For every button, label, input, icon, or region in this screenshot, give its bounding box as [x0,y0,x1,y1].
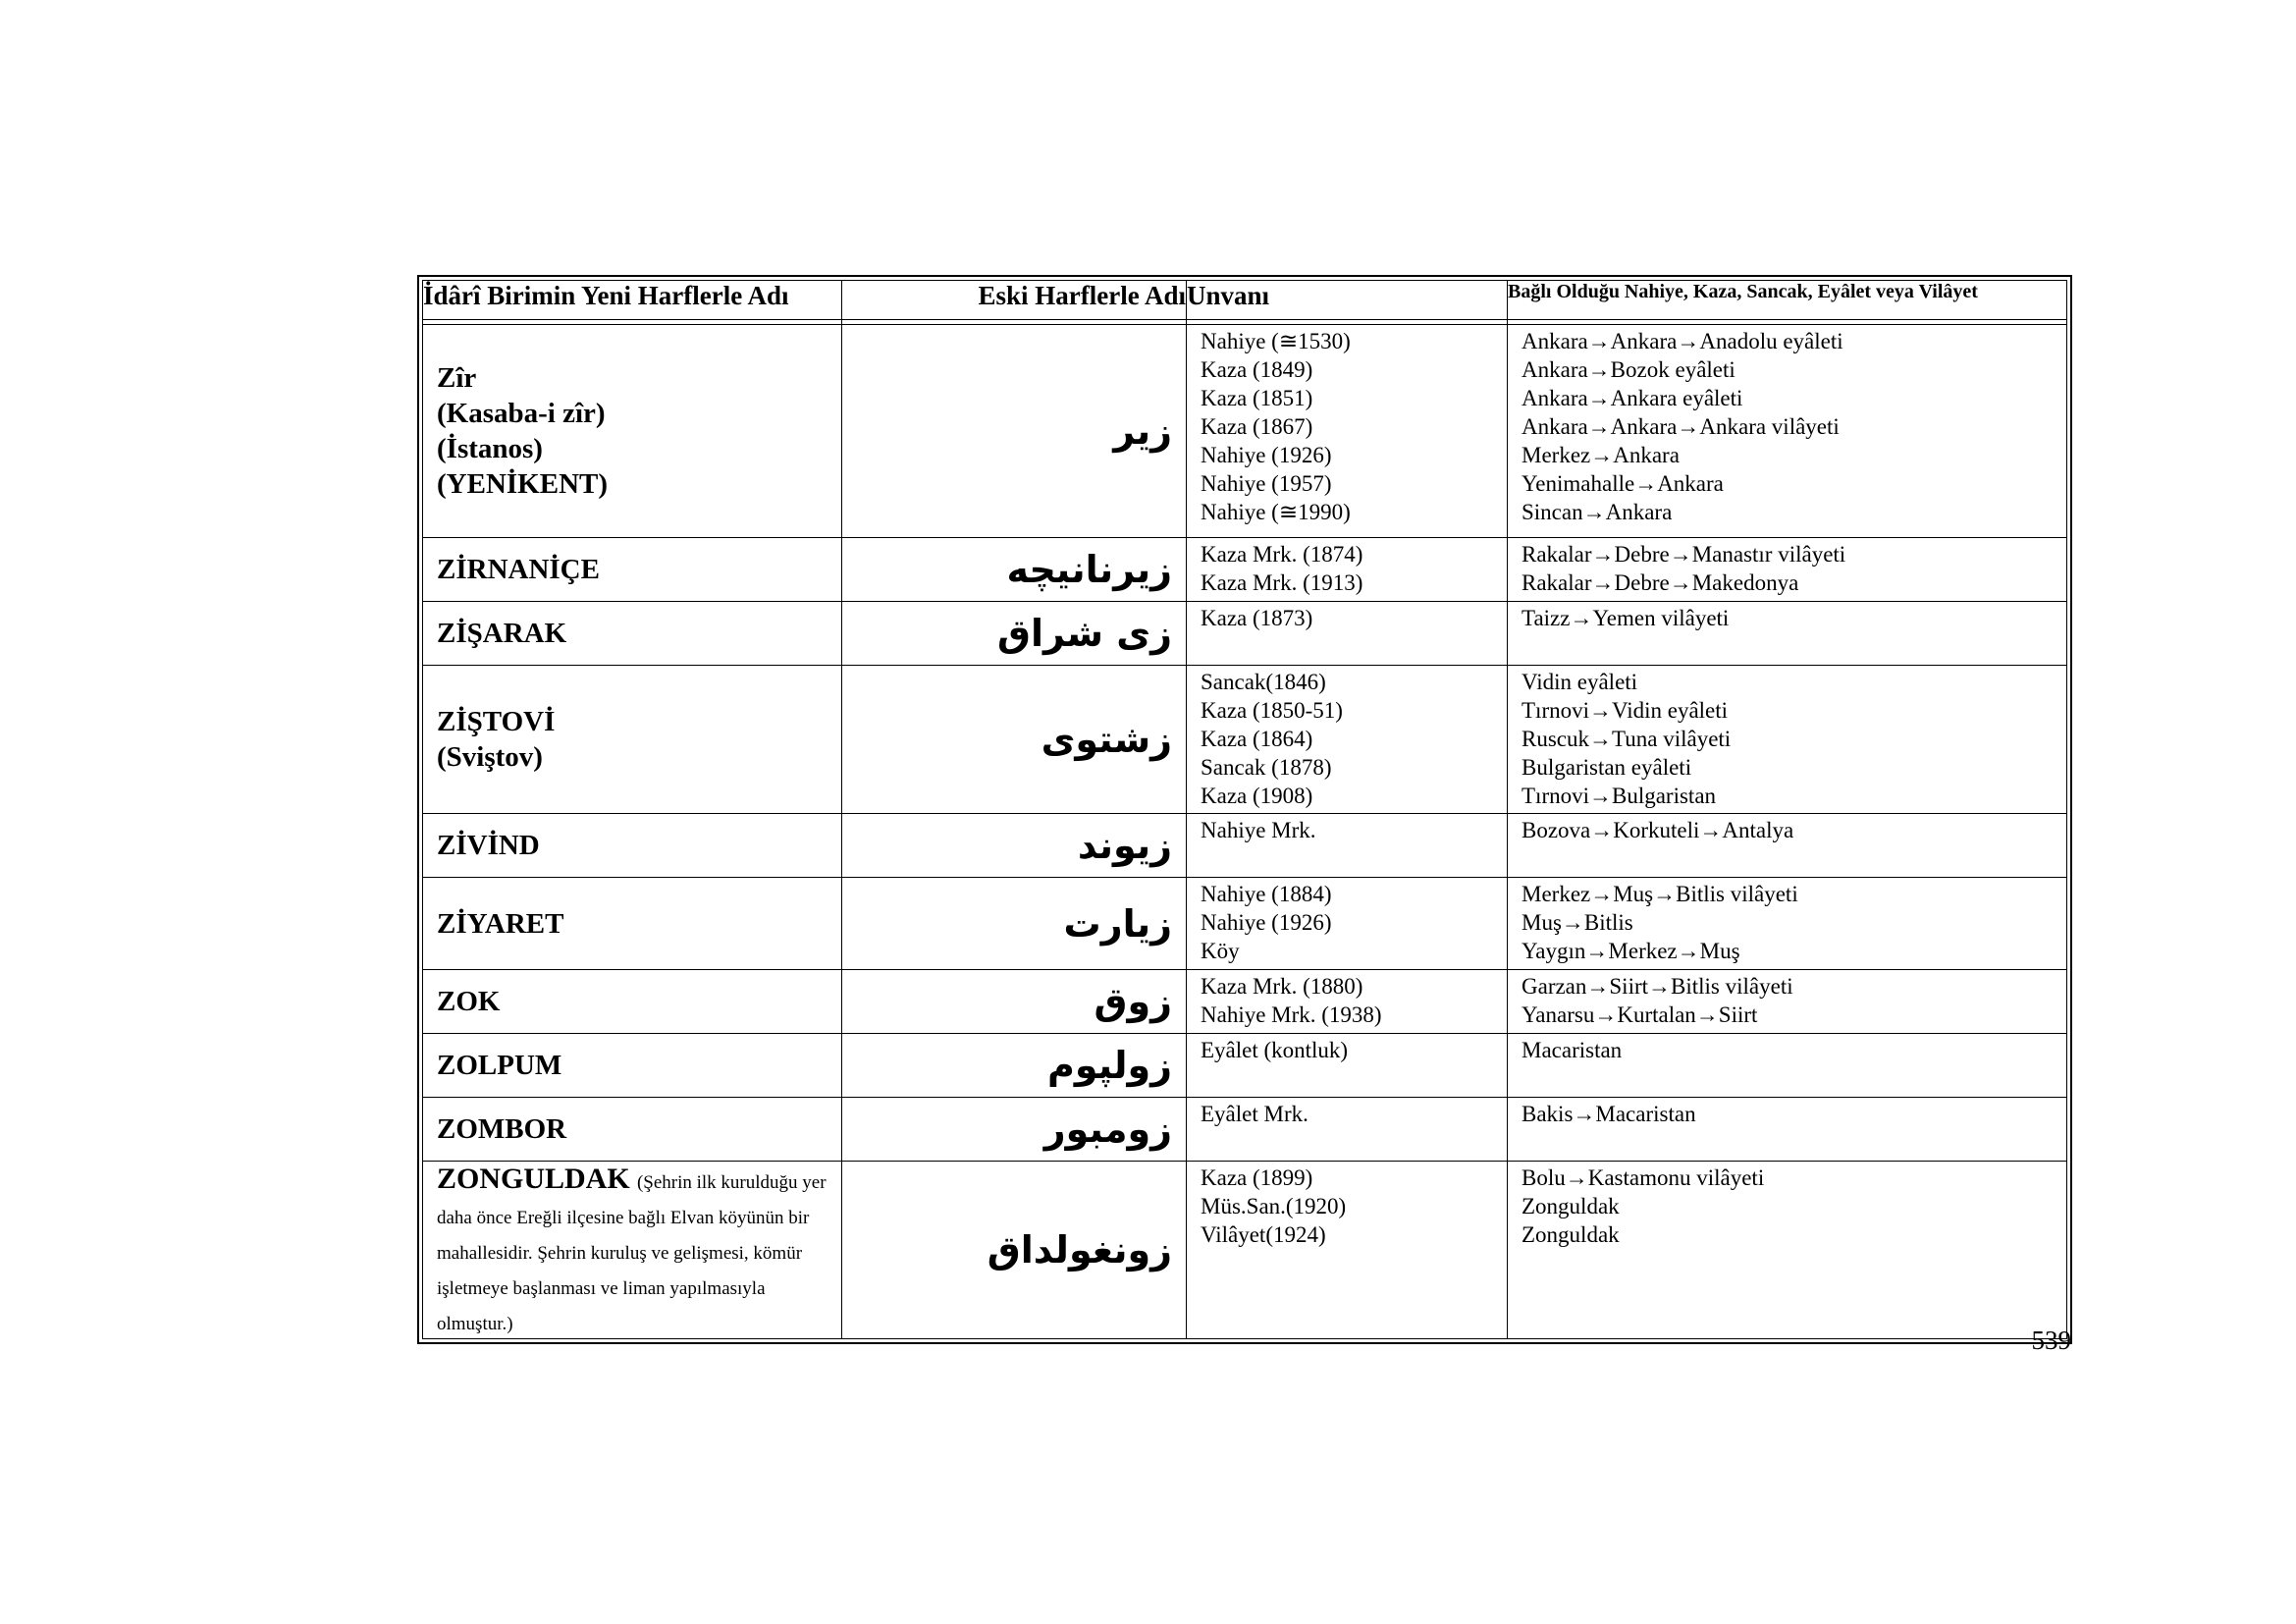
title-item: Sancak(1846) [1201,670,1326,694]
unit-name-line: ZİŞARAK [437,618,567,649]
title-item: Nahiye Mrk. [1201,818,1316,842]
unit-name-line: Zîr [437,362,477,394]
affiliation-item: Bolu→Kastamonu vilâyeti [1522,1165,1765,1190]
table-row [423,325,2067,538]
affiliation-cell [1508,878,2067,970]
table-row [423,602,2067,666]
affiliation-item: Ankara→Ankara→Ankara vilâyeti [1522,414,1840,439]
affiliation-cell [1508,1162,2067,1339]
affiliation-cell [1508,970,2067,1034]
affiliation-item: Ankara→Ankara→Anadolu eyâleti [1522,329,1843,353]
affiliation-cell [1508,1034,2067,1098]
unit-note: (Şehrin ilk kurulduğu yer daha önce Ereğli ilçesine bağlı Elvan köyünün bir mahallesidir. Şehrin kuruluş ve gelişmesi, kömür işletmeye başlanması ve liman yapılmasıyla olmuştur.) [437,1172,827,1334]
table-row [423,1162,2067,1339]
old-script-name: زيارت [842,878,1187,970]
affiliation-item: Garzan→Siirt→Bitlis vilâyeti [1522,974,1793,999]
table-row [423,538,2067,602]
affiliation-item: Bakis→Macaristan [1522,1102,1696,1126]
table-row [423,970,2067,1034]
title-item: Nahiye Mrk. (1938) [1201,1002,1382,1027]
table-row [423,814,2067,878]
unit-name-cell [423,1098,842,1162]
old-script-name: زونغولداق [842,1162,1187,1339]
unit-name-line: ZİYARET [437,907,564,940]
unit-name-line: (YENİKENT) [437,468,609,500]
title-item: Kaza Mrk. (1913) [1201,570,1363,595]
title-cell [1187,325,1508,538]
unit-name-cell [423,666,842,814]
title-item: Nahiye (1957) [1201,471,1332,496]
affiliation-item: Zonguldak [1522,1194,1620,1218]
affiliation-item: Sincan→Ankara [1522,500,1673,524]
table-row [423,1034,2067,1098]
affiliation-item: Tırnovi→Vidin eyâleti [1522,698,1729,723]
page-number: 539 [2031,1326,2071,1355]
title-item: Kaza (1867) [1201,414,1313,439]
unit-name-cell [423,970,842,1034]
title-item: Kaza (1873) [1201,606,1313,630]
affiliation-item: Tırnovi→Bulgaristan [1522,784,1717,808]
affiliation-item: Merkez→Muş→Bitlis vilâyeti [1522,882,1798,906]
title-item: Kaza (1899) [1201,1165,1313,1190]
affiliation-item: Taizz→Yemen vilâyeti [1522,606,1730,630]
table-row [423,1098,2067,1162]
title-cell [1187,814,1508,878]
affiliation-cell [1508,1098,2067,1162]
affiliation-item: Vidin eyâleti [1522,670,1638,694]
title-item: Kaza Mrk. (1874) [1201,542,1363,567]
unit-name-cell [423,602,842,666]
unit-name-cell [423,814,842,878]
title-item: Kaza (1850-51) [1201,698,1343,723]
table-header-row [423,281,2067,320]
affiliation-item: Ruscuk→Tuna vilâyeti [1522,727,1732,751]
affiliation-item: Bulgaristan eyâleti [1522,755,1692,780]
unit-name-line: ZOLPUM [437,1050,562,1081]
old-script-name: زير [842,325,1187,538]
affiliation-cell [1508,538,2067,602]
unit-name-line: (Kasaba-i zîr) [437,398,606,429]
old-script-name: زوق [842,970,1187,1034]
title-cell [1187,1098,1508,1162]
title-item: Köy [1201,939,1240,963]
title-item: Eyâlet (kontluk) [1201,1038,1349,1062]
unit-name-line: ZONGULDAK [437,1163,630,1195]
header-new-name: İdârî Birimin Yeni Harflerle Adı [423,281,842,320]
unit-name-line: ZOMBOR [437,1113,567,1145]
affiliation-item: Bozova→Korkuteli→Antalya [1522,818,1794,842]
affiliation-item: Zonguldak [1522,1222,1620,1247]
unit-name-line: (Sviştov) [437,741,543,773]
unit-name-cell [423,325,842,538]
affiliation-item: Yenimahalle→Ankara [1522,471,1724,496]
unit-name-line: ZİRNANİÇE [437,554,600,585]
old-script-name: زيرنانيچه [842,538,1187,602]
table-row [423,666,2067,814]
title-item: Nahiye (≅1530) [1201,329,1351,353]
affiliation-item: Rakalar→Debre→Manastır vilâyeti [1522,542,1846,567]
affiliation-item: Merkez→Ankara [1522,443,1680,467]
unit-name-line: ZİVİND [437,830,540,861]
unit-name-line: ZİŞTOVİ [437,706,556,737]
title-item: Eyâlet Mrk. [1201,1102,1308,1126]
affiliation-item: Rakalar→Debre→Makedonya [1522,570,1799,595]
affiliation-cell [1508,325,2067,538]
title-item: Kaza (1849) [1201,357,1313,382]
title-cell [1187,970,1508,1034]
title-cell [1187,878,1508,970]
affiliation-item: Ankara→Ankara eyâleti [1522,386,1743,410]
title-item: Kaza (1851) [1201,386,1313,410]
title-item: Nahiye (1926) [1201,910,1332,935]
title-item: Nahiye (1884) [1201,882,1332,906]
affiliation-item: Macaristan [1522,1038,1623,1062]
affiliation-item: Muş→Bitlis [1522,910,1633,935]
old-script-name: زشتوى [842,666,1187,814]
unit-name-cell [423,1162,842,1339]
title-cell [1187,666,1508,814]
title-item: Sancak (1878) [1201,755,1332,780]
affiliation-item: Yanarsu→Kurtalan→Siirt [1522,1002,1758,1027]
unit-name-cell [423,1034,842,1098]
unit-name-line: ZOK [437,986,501,1017]
title-item: Kaza Mrk. (1880) [1201,974,1363,999]
affiliation-cell [1508,666,2067,814]
title-item: Kaza (1908) [1201,784,1313,808]
title-cell [1187,538,1508,602]
title-cell [1187,1162,1508,1339]
old-script-name: زولپوم [842,1034,1187,1098]
header-old-name: Eski Harflerle Adı [842,281,1187,320]
unit-name-cell [423,538,842,602]
title-item: Vilâyet(1924) [1201,1222,1326,1247]
affiliation-cell [1508,602,2067,666]
unit-name-cell [423,878,842,970]
title-cell [1187,602,1508,666]
title-item: Kaza (1864) [1201,727,1313,751]
old-script-name: زى شراق [842,602,1187,666]
old-script-name: زومبور [842,1098,1187,1162]
title-item: Nahiye (≅1990) [1201,500,1351,524]
unit-name-line: (İstanos) [437,433,543,464]
table-row [423,878,2067,970]
header-affiliation: Bağlı Olduğu Nahiye, Kaza, Sancak, Eyâlet veya Vilâyet [1508,281,2067,320]
affiliation-item: Yaygın→Merkez→Muş [1522,939,1740,963]
gazetteer-table [417,275,2072,1344]
title-item: Müs.San.(1920) [1201,1194,1347,1218]
header-title: Unvanı [1187,281,1508,320]
affiliation-cell [1508,814,2067,878]
title-item: Nahiye (1926) [1201,443,1332,467]
title-cell [1187,1034,1508,1098]
old-script-name: زيوند [842,814,1187,878]
affiliation-item: Ankara→Bozok eyâleti [1522,357,1735,382]
